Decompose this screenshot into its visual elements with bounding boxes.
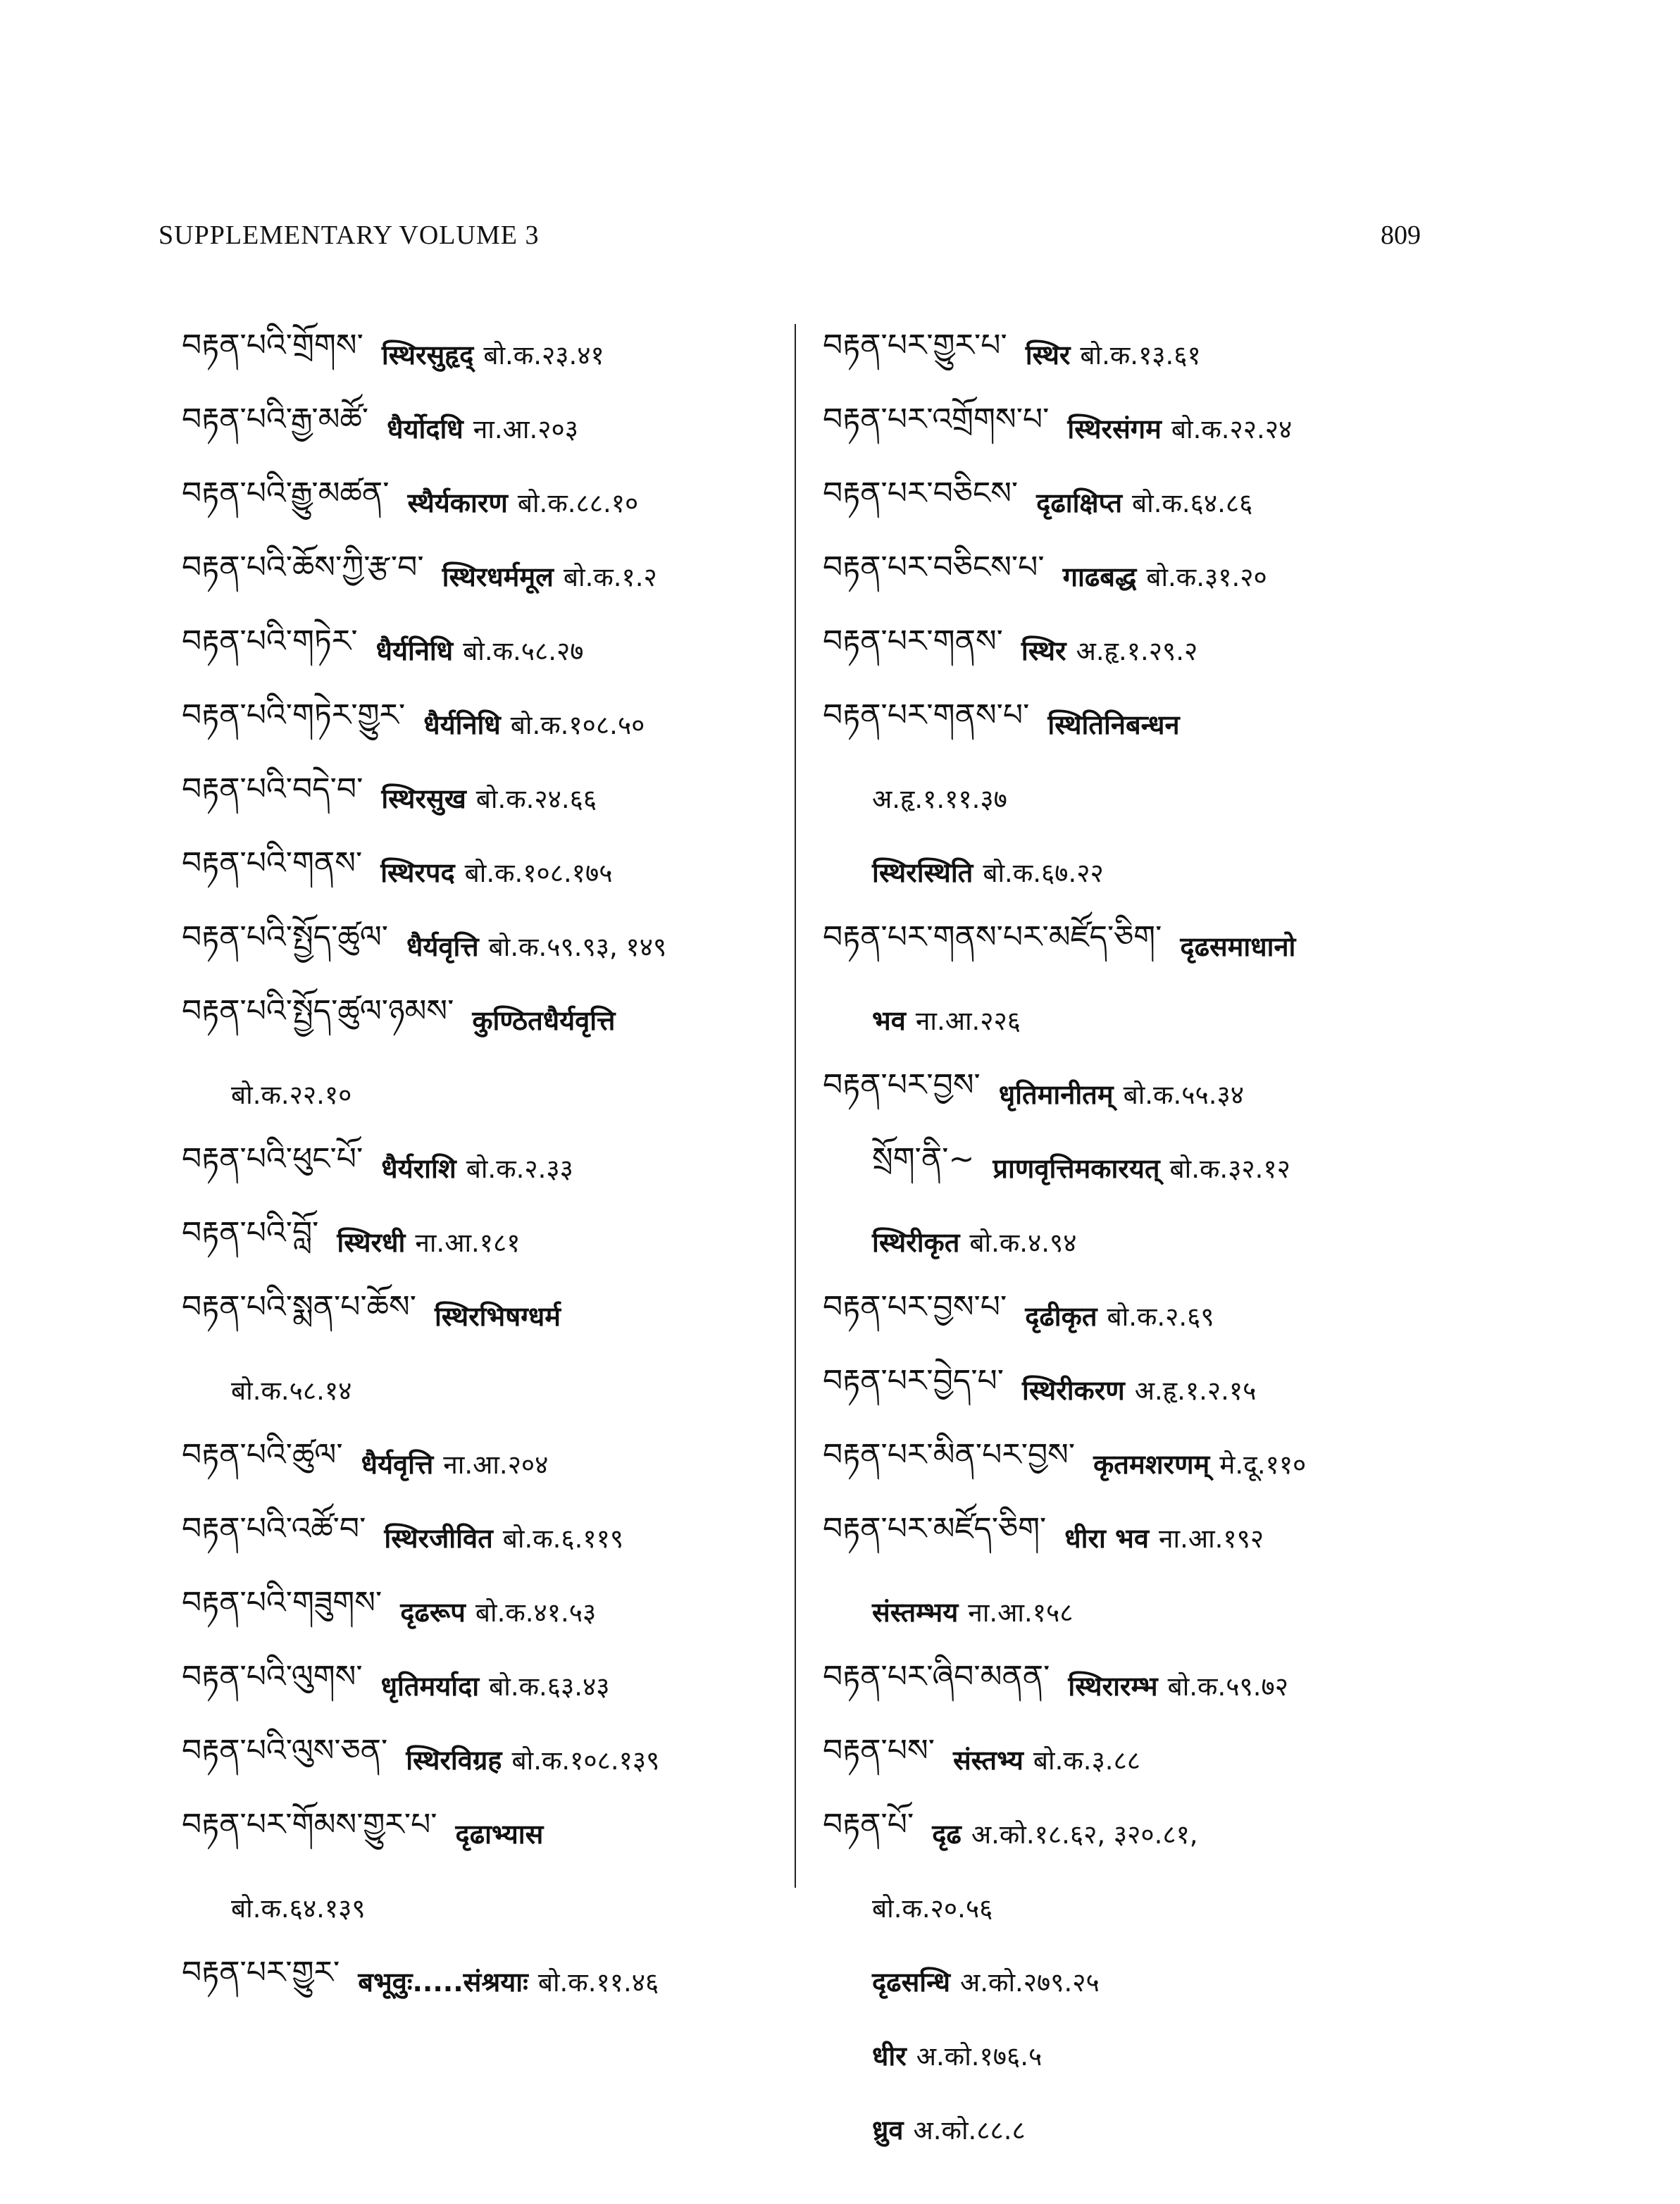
source-reference: बो.क.२.३३ — [466, 1154, 573, 1184]
sanskrit-equivalent: स्थिरजीवित — [384, 1522, 493, 1554]
tibetan-headword: བརྟན་པའི་ཕུང་པོ་ — [182, 1140, 363, 1177]
sanskrit-equivalent: प्राणवृत्तिमकारयत् — [993, 1152, 1160, 1184]
tibetan-headword: བརྟན་པའི་འཚོ་བ་ — [182, 1510, 366, 1547]
sanskrit-equivalent: स्थिर — [1021, 635, 1066, 666]
source-reference: बो.क.३१.२० — [1146, 562, 1267, 592]
tibetan-headword: བརྟན་པའི་སྤྱོད་ཚུལ་ཉམས་ — [182, 992, 454, 1029]
source-reference: अ.को.८८.८ — [913, 2115, 1026, 2146]
sanskrit-equivalent: स्थिरधी — [337, 1226, 406, 1258]
source-reference: बो.क.२०.५६ — [872, 1893, 993, 1924]
tibetan-headword: བརྟན་པའི་གཏེར་ — [182, 623, 358, 659]
dictionary-entry — [823, 1870, 1443, 1944]
dictionary-entry — [823, 1426, 1443, 1500]
dictionary-entry — [823, 909, 1443, 983]
sanskrit-equivalent: ध्रुव — [872, 2114, 904, 2146]
sanskrit-equivalent: धैर्योदधि — [387, 413, 463, 444]
source-reference: अ.को.२७९.२५ — [960, 1967, 1100, 1998]
dictionary-entry — [182, 1278, 802, 1352]
dictionary-entry — [182, 1944, 802, 2018]
sanskrit-equivalent: संस्तम्भय — [872, 1596, 959, 1628]
sanskrit-equivalent: स्थिरीकरण — [1022, 1374, 1125, 1406]
sanskrit-equivalent: दृढाभ्यास — [455, 1818, 544, 1850]
source-reference: बो.क.११.४६ — [537, 1967, 659, 1998]
dictionary-entry — [182, 1131, 802, 1204]
tibetan-headword: བརྟན་པར་གནས་པར་མཛོད་ཅིག་ — [823, 919, 1162, 955]
dictionary-entry — [823, 539, 1443, 613]
source-reference: बो.क.२.६९ — [1107, 1302, 1214, 1332]
source-reference: बो.क.१०८.१७५ — [464, 858, 613, 888]
dictionary-entry — [182, 1870, 802, 1944]
source-reference: बो.क.१०८.१३९ — [511, 1745, 660, 1776]
dictionary-entry — [823, 1574, 1443, 1648]
dictionary-entry — [823, 1500, 1443, 1574]
source-reference: बो.क.५५.३४ — [1123, 1080, 1244, 1110]
source-reference: अ.को.१७६.५ — [916, 2041, 1043, 2072]
dictionary-entry — [823, 687, 1443, 761]
dictionary-entry — [182, 687, 802, 761]
right-column — [823, 317, 1443, 2166]
source-reference: बो.क.६.११९ — [502, 1524, 624, 1554]
source-reference: बो.क.६४.८६ — [1132, 488, 1253, 518]
dictionary-entry — [182, 613, 802, 687]
source-reference: बो.क.१.२ — [563, 562, 657, 592]
tibetan-headword: བརྟན་པར་གོམས་གྱུར་པ་ — [182, 1806, 437, 1843]
sanskrit-equivalent: स्थिरसुहृद् — [381, 339, 474, 371]
tibetan-headword: བརྟན་པར་འགྲོགས་པ་ — [823, 401, 1050, 437]
source-reference: बो.क.८८.१० — [517, 488, 639, 518]
tibetan-headword: བརྟན་པའི་ལུགས་ — [182, 1658, 363, 1695]
source-reference: ना.आ.१९२ — [1158, 1524, 1264, 1554]
dictionary-entry — [823, 1131, 1443, 1204]
sanskrit-equivalent: स्थितिनिबन्धन — [1047, 709, 1180, 740]
page-number: 809 — [1381, 220, 1421, 250]
source-reference: बो.क.५८.२७ — [463, 636, 584, 666]
sanskrit-equivalent: धैर्यराशि — [381, 1152, 456, 1184]
dictionary-entry — [182, 317, 802, 391]
sanskrit-equivalent: गाढबद्ध — [1062, 561, 1137, 592]
dictionary-entry — [823, 391, 1443, 465]
tibetan-headword: བརྟན་པར་མིན་པར་བྱས་ — [823, 1436, 1076, 1473]
source-reference: बो.क.५९.७२ — [1167, 1671, 1288, 1702]
dictionary-entry — [823, 465, 1443, 539]
dictionary-entry — [182, 983, 802, 1057]
source-reference: बो.क.५९.९३, १४९ — [488, 932, 667, 962]
dictionary-entry — [182, 1722, 802, 1796]
source-reference: अ.को.१८.६२, ३२०.८१, — [971, 1819, 1198, 1850]
sanskrit-equivalent: स्थिरभिषग्धर्म — [434, 1300, 561, 1332]
dictionary-entry — [182, 1426, 802, 1500]
dictionary-entry — [823, 1204, 1443, 1278]
dictionary-entry — [182, 1796, 802, 1870]
sanskrit-equivalent: स्थिरपद — [380, 857, 455, 888]
source-reference: बो.क.१०८.५० — [510, 710, 645, 740]
tibetan-headword: བརྟན་པར་གནས་པ་ — [823, 697, 1030, 733]
source-reference: ना.आ.२०४ — [443, 1450, 549, 1480]
sanskrit-equivalent: कुण्ठितधैर्यवृत्ति — [472, 1004, 616, 1036]
sanskrit-equivalent: स्थिरविग्रह — [406, 1744, 502, 1776]
sanskrit-equivalent: धृतिमर्यादा — [380, 1670, 480, 1702]
column-divider — [795, 324, 796, 1888]
sanskrit-equivalent: स्थैर्यकारण — [407, 487, 508, 518]
tibetan-headword: བརྟན་པོ་ — [823, 1806, 914, 1843]
dictionary-entry — [182, 391, 802, 465]
sanskrit-equivalent: धैर्यवृत्ति — [361, 1448, 434, 1480]
tibetan-headword: བརྟན་པར་མཛོད་ཅིག་ — [823, 1510, 1047, 1547]
source-reference: बो.क.४१.५३ — [475, 1598, 597, 1628]
source-reference: बो.क.२३.४१ — [483, 340, 604, 371]
tibetan-headword: བརྟན་པའི་རྒྱ་མཚོ་ — [182, 401, 369, 437]
source-reference: बो.क.६७.२२ — [983, 858, 1104, 888]
dictionary-entry — [823, 2018, 1443, 2092]
sanskrit-equivalent: भव — [872, 1004, 906, 1036]
tibetan-headword: བརྟན་པར་བཅིངས་ — [823, 475, 1019, 511]
dictionary-entry — [823, 761, 1443, 835]
source-reference: अ.हृ.१.२९.२ — [1076, 636, 1198, 666]
dictionary-entry — [182, 761, 802, 835]
source-reference: ना.आ.१८१ — [415, 1228, 521, 1258]
tibetan-headword: སྲོག་ནི་~ — [872, 1140, 975, 1177]
source-reference: बो.क.३२.१२ — [1169, 1154, 1290, 1184]
sanskrit-equivalent: धीर — [872, 2040, 907, 2072]
sanskrit-equivalent: दृढसन्धि — [872, 1966, 950, 1998]
tibetan-headword: བརྟན་པར་གནས་ — [823, 623, 1003, 659]
dictionary-entry — [823, 1352, 1443, 1426]
sanskrit-equivalent: स्थिरसुख — [381, 783, 466, 814]
tibetan-headword: བརྟན་པའི་གནས་ — [182, 845, 363, 881]
sanskrit-equivalent: धैर्यनिधि — [375, 635, 454, 666]
sanskrit-equivalent: स्थिरसंगम — [1067, 413, 1162, 444]
dictionary-entry — [182, 1574, 802, 1648]
dictionary-entry — [182, 1204, 802, 1278]
dictionary-entry — [823, 983, 1443, 1057]
tibetan-headword: བརྟན་པར་གྱུར་པ་ — [823, 327, 1007, 363]
source-reference: बो.क.६४.१३९ — [231, 1893, 366, 1924]
tibetan-headword: བརྟན་པའི་གཟུགས་ — [182, 1584, 382, 1621]
sanskrit-equivalent: स्थिरस्थिति — [872, 857, 973, 888]
left-column — [182, 317, 802, 2018]
source-reference: बो.क.३.८८ — [1033, 1745, 1141, 1776]
dictionary-entry — [823, 1648, 1443, 1722]
dictionary-entry — [823, 317, 1443, 391]
sanskrit-equivalent: दृढाक्षिप्त — [1036, 487, 1123, 518]
tibetan-headword: བརྟན་པར་གྱུར་ — [182, 1954, 340, 1991]
dictionary-entry — [823, 613, 1443, 687]
dictionary-entry — [182, 539, 802, 613]
tibetan-headword: བརྟན་པའི་སྨན་པ་ཆོས་ — [182, 1288, 416, 1325]
sanskrit-equivalent: दृढीकृत — [1025, 1300, 1097, 1332]
sanskrit-equivalent: स्थिरारम्भ — [1068, 1670, 1158, 1702]
dictionary-entry — [823, 1796, 1443, 1870]
tibetan-headword: བརྟན་པའི་ཚུལ་ — [182, 1436, 343, 1473]
source-reference: बो.क.२२.१० — [231, 1080, 352, 1110]
tibetan-headword: བརྟན་པས་ — [823, 1732, 935, 1769]
tibetan-headword: བརྟན་པའི་བདེ་བ་ — [182, 771, 363, 807]
source-reference: ना.आ.१५८ — [968, 1598, 1074, 1628]
source-reference: अ.हृ.१.२.१५ — [1134, 1376, 1257, 1406]
sanskrit-equivalent: बभूवुः.....संश्रयाः — [358, 1966, 528, 1998]
source-reference: बो.क.२४.६६ — [475, 784, 597, 814]
dictionary-entry — [823, 2092, 1443, 2166]
dictionary-entry — [182, 1352, 802, 1426]
dictionary-entry — [823, 835, 1443, 909]
tibetan-headword: བརྟན་པའི་སྤྱོད་ཚུལ་ — [182, 919, 388, 955]
tibetan-headword: བརྟན་པའི་རྒྱུ་མཚན་ — [182, 475, 390, 511]
sanskrit-equivalent: धैर्यनिधि — [423, 709, 501, 740]
sanskrit-equivalent: दृढ — [932, 1818, 962, 1850]
dictionary-entry — [182, 909, 802, 983]
source-reference: अ.हृ.१.११.३७ — [872, 784, 1007, 814]
running-head: SUPPLEMENTARY VOLUME 3 — [158, 220, 540, 250]
tibetan-headword: བརྟན་པའི་ལུས་ཅན་ — [182, 1732, 388, 1769]
sanskrit-equivalent: धृतिमानीतम् — [998, 1078, 1114, 1110]
tibetan-headword: བརྟན་པའི་ཆོས་ཀྱི་རྩ་བ་ — [182, 549, 424, 585]
tibetan-headword: བརྟན་པའི་གཏེར་གྱུར་ — [182, 697, 406, 733]
dictionary-entry — [823, 1278, 1443, 1352]
sanskrit-equivalent: दृढरूप — [400, 1596, 466, 1628]
dictionary-entry — [823, 1057, 1443, 1131]
source-reference: ना.आ.२०३ — [473, 414, 578, 444]
sanskrit-equivalent: धैर्यवृत्ति — [406, 930, 479, 962]
source-reference: मे.दू.११० — [1219, 1450, 1307, 1480]
source-reference: बो.क.६३.४३ — [489, 1671, 610, 1702]
dictionary-entry — [182, 1057, 802, 1131]
dictionary-entry — [182, 1648, 802, 1722]
tibetan-headword: བརྟན་པའི་བློ་ — [182, 1214, 319, 1251]
dictionary-entry — [823, 1944, 1443, 2018]
tibetan-headword: བརྟན་པར་བྱས་པ་ — [823, 1288, 1007, 1325]
dictionary-entry — [182, 835, 802, 909]
tibetan-headword: བརྟན་པའི་གྲོགས་ — [182, 327, 363, 363]
source-reference: बो.क.२२.२४ — [1171, 414, 1293, 444]
sanskrit-equivalent: संस्तभ्य — [952, 1744, 1023, 1776]
sanskrit-equivalent: कृतमशरणम् — [1093, 1448, 1210, 1480]
sanskrit-equivalent: स्थिरधर्ममूल — [442, 561, 554, 592]
source-reference: बो.क.५८.१४ — [231, 1376, 352, 1406]
dictionary-entry — [182, 1500, 802, 1574]
source-reference: बो.क.१३.६१ — [1080, 340, 1201, 371]
sanskrit-equivalent: स्थिर — [1025, 339, 1071, 371]
sanskrit-equivalent: धीरा भव — [1064, 1522, 1149, 1554]
source-reference: ना.आ.२२६ — [915, 1006, 1021, 1036]
sanskrit-equivalent: स्थिरीकृत — [872, 1226, 960, 1258]
tibetan-headword: བརྟན་པར་བྱེད་པ་ — [823, 1362, 1004, 1399]
dictionary-entry — [823, 1722, 1443, 1796]
tibetan-headword: བརྟན་པར་བྱས་ — [823, 1066, 981, 1103]
dictionary-entry — [182, 465, 802, 539]
tibetan-headword: བརྟན་པར་ཞིབ་མནན་ — [823, 1658, 1050, 1695]
source-reference: बो.क.४.९४ — [969, 1228, 1077, 1258]
tibetan-headword: བརྟན་པར་བཅིངས་པ་ — [823, 549, 1045, 585]
sanskrit-equivalent: दृढसमाधानो — [1180, 930, 1296, 962]
